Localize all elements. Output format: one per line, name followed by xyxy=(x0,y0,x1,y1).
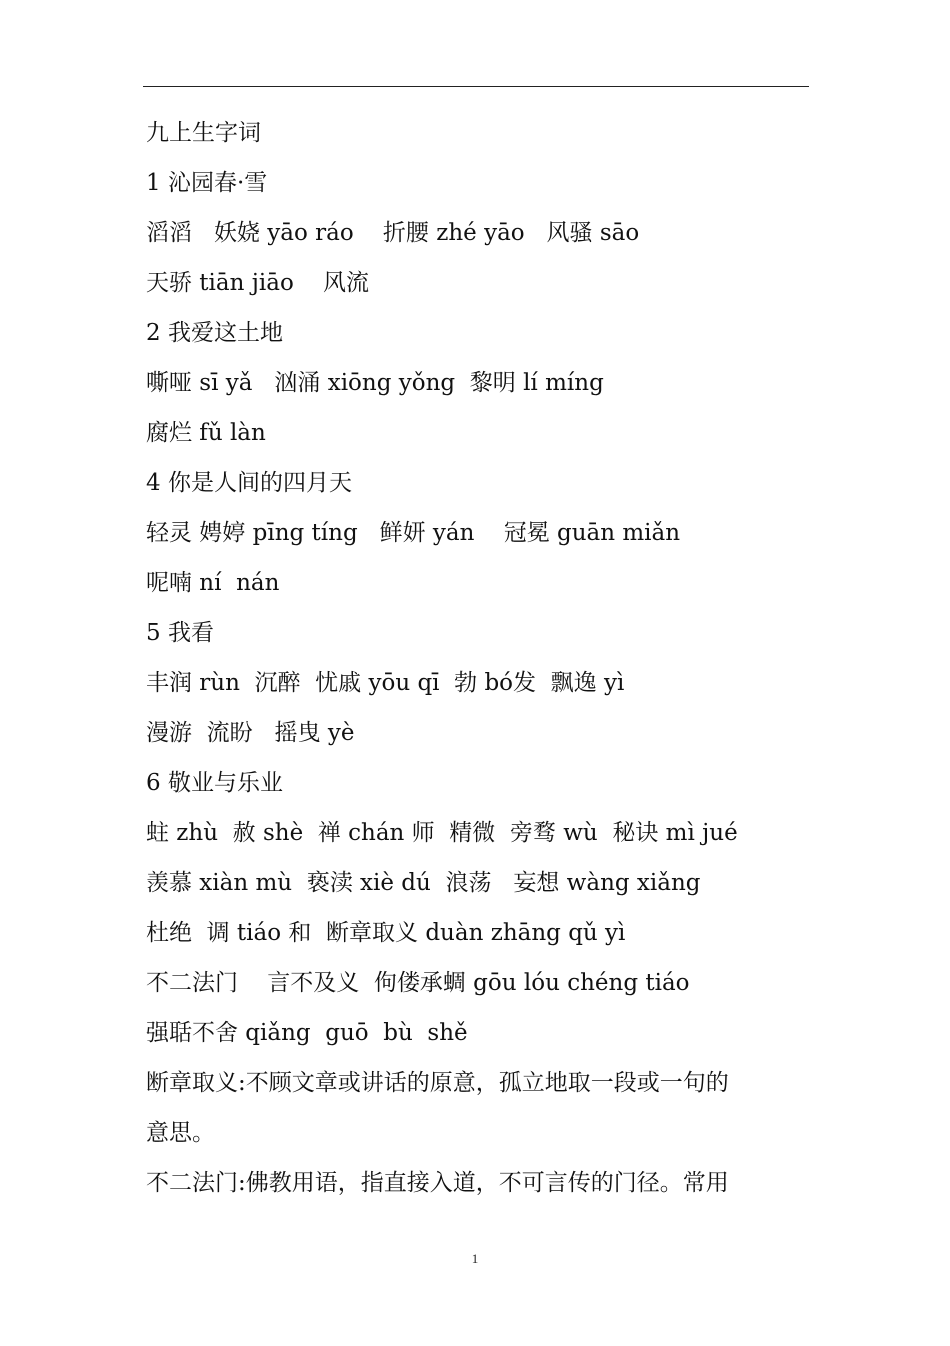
vocab-line: 轻灵 娉婷 pīng tíng 鲜妍 yán 冠冕 guān miǎn xyxy=(146,520,681,546)
definition-line: 不二法门:佛教用语，指直接入道，不可言传的门径。常用 xyxy=(146,1170,729,1196)
definition-line: 断章取义:不顾文章或讲话的原意，孤立地取一段或一句的 xyxy=(146,1070,729,1096)
page-number: 1 xyxy=(471,1251,479,1266)
vocab-line: 羡慕 xiàn mù 亵渎 xiè dú 浪荡 妄想 wàng xiǎng xyxy=(146,870,701,896)
vocab-line: 蛀 zhù 赦 shè 禅 chán 师 精微 旁骛 wù 秘诀 mì jué xyxy=(146,820,738,846)
lesson-heading: 6 敬业与乐业 xyxy=(146,770,283,796)
header-rule xyxy=(143,86,809,87)
lesson-heading: 5 我看 xyxy=(146,620,214,646)
lesson-heading: 2 我爱这土地 xyxy=(146,320,283,346)
vocab-line: 天骄 tiān jiāo 风流 xyxy=(146,270,370,296)
definition-line: 意思。 xyxy=(146,1120,215,1146)
vocab-line: 强聒不舍 qiǎng guō bù shě xyxy=(146,1020,468,1046)
vocab-line: 滔滔 妖娆 yāo ráo 折腰 zhé yāo 风骚 sāo xyxy=(146,220,640,246)
vocab-line: 嘶哑 sī yǎ 汹涌 xiōng yǒng 黎明 lí míng xyxy=(146,370,604,396)
vocab-line: 漫游 流盼 摇曳 yè xyxy=(146,720,355,746)
page-content xyxy=(146,108,810,1208)
lesson-heading: 1 沁园春·雪 xyxy=(146,170,268,196)
vocab-line: 腐烂 fǔ làn xyxy=(146,420,266,446)
document-title: 九上生字词 xyxy=(146,120,261,146)
vocab-line: 不二法门 言不及义 佝偻承蜩 gōu lóu chéng tiáo xyxy=(146,970,690,996)
vocab-line: 杜绝 调 tiáo 和 断章取义 duàn zhāng qǔ yì xyxy=(146,920,626,946)
vocab-line: 呢喃 ní nán xyxy=(146,570,280,596)
lesson-heading: 4 你是人间的四月天 xyxy=(146,470,352,496)
vocab-line: 丰润 rùn 沉醉 忧戚 yōu qī 勃 bó发 飘逸 yì xyxy=(146,670,625,696)
